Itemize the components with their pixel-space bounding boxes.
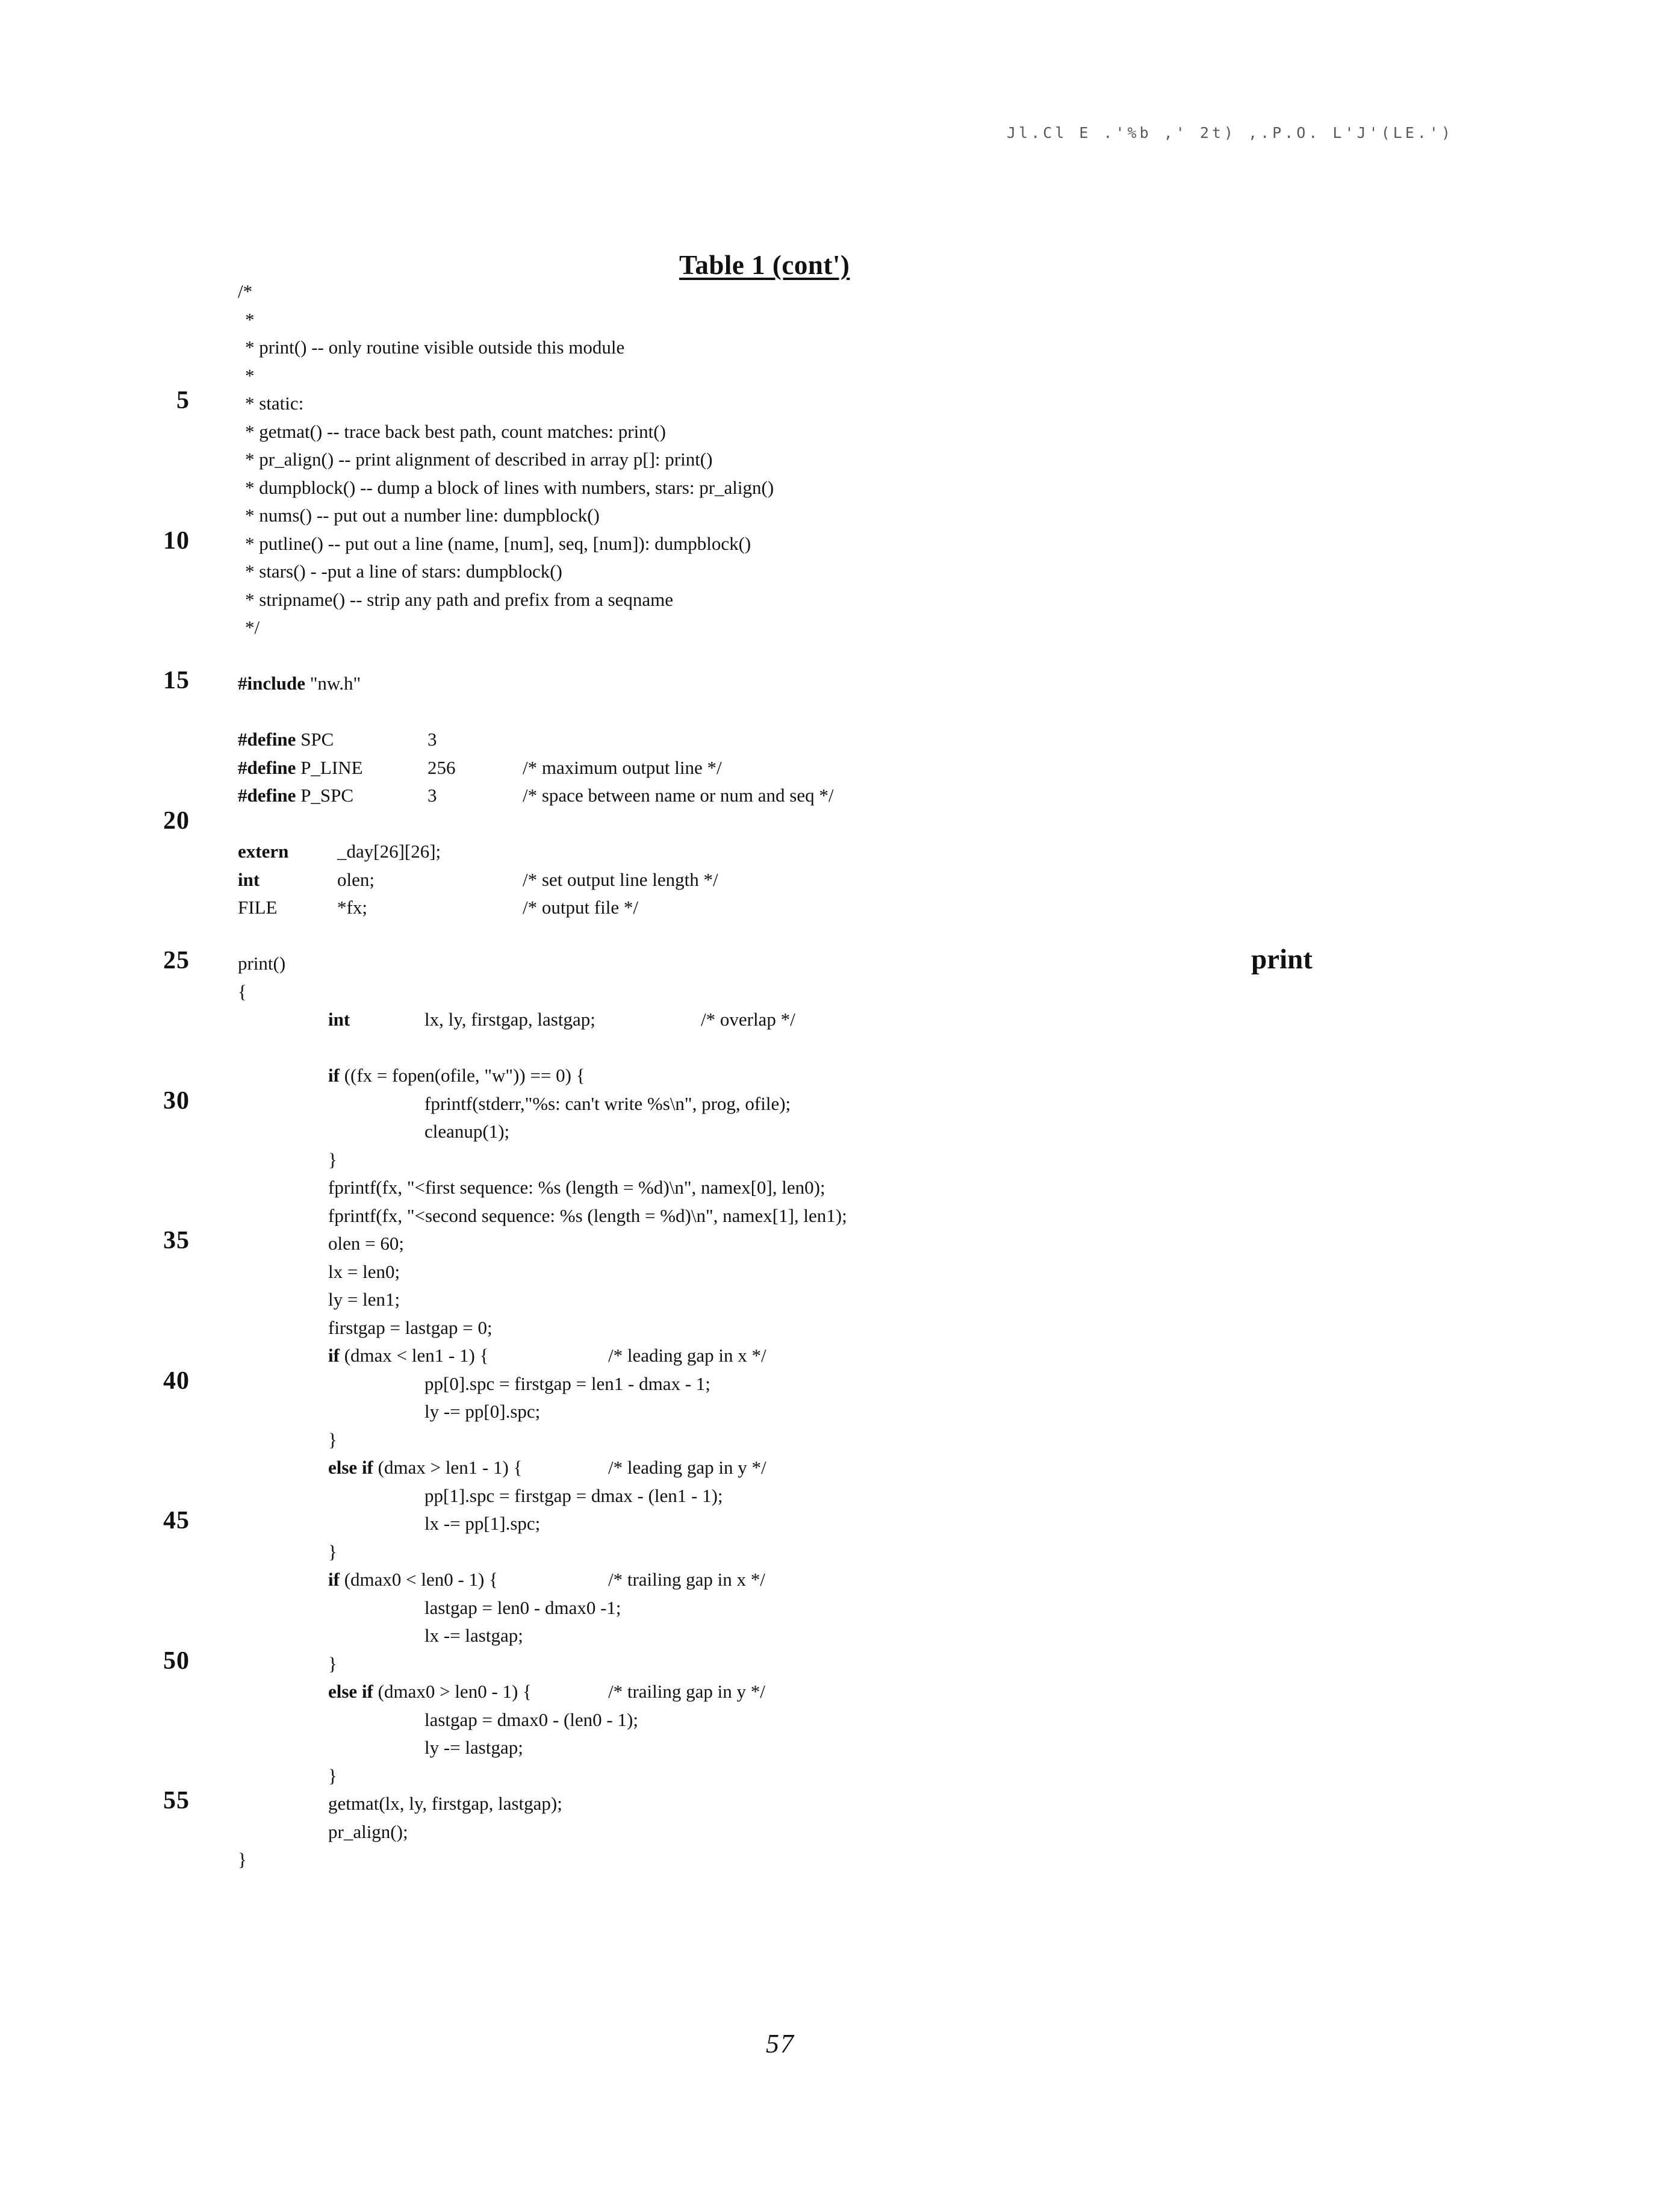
line-number-label: 55 <box>163 1787 190 1815</box>
code-text: _day[26][26]; <box>337 841 441 862</box>
code-line <box>0 1035 1663 1063</box>
code-line <box>0 1483 1663 1511</box>
code-line <box>0 1787 1663 1819</box>
code-text: *fx; <box>337 897 367 918</box>
code-line <box>0 1086 1663 1119</box>
code-line <box>0 1707 1663 1735</box>
code-text: cleanup(1); <box>424 1121 510 1142</box>
code-text: /* leading gap in y */ <box>608 1457 766 1478</box>
code-text: * putline() -- put out a line (name, [num], seq, [num]): dumpblock() <box>245 532 751 554</box>
line-number-label: 45 <box>163 1507 190 1534</box>
code-text: olen = 60; <box>328 1233 404 1254</box>
code-text: if ((fx = fopen(ofile, "w")) == 0) { <box>328 1065 585 1086</box>
code-text: #define P_SPC <box>238 785 354 806</box>
code-text: } <box>238 1849 247 1870</box>
code-text: /* <box>238 281 253 302</box>
code-line <box>0 334 1663 363</box>
code-text: #define P_LINE <box>238 756 363 778</box>
line-number-label: 50 <box>163 1647 190 1675</box>
code-line <box>0 923 1663 951</box>
code-text: else if (dmax0 > len0 - 1) { <box>328 1681 532 1702</box>
code-line <box>0 1315 1663 1343</box>
code-line <box>0 1454 1663 1483</box>
line-number-label: 10 <box>163 526 190 555</box>
code-text: ly -= lastgap; <box>424 1737 523 1758</box>
code-line <box>0 1846 1663 1875</box>
code-text: * nums() -- put out a number line: dumpblock() <box>245 505 600 526</box>
code-text: fprintf(stderr,"%s: can't write %s\n", prog, ofile); <box>424 1092 791 1114</box>
code-line <box>0 1203 1663 1231</box>
line-number-label: 30 <box>163 1086 190 1115</box>
code-line <box>0 1622 1663 1651</box>
code-text: * print() -- only routine visible outside this module <box>245 337 625 358</box>
code-text: * dumpblock() -- dump a block of lines with numbers, stars: pr_align() <box>245 476 774 498</box>
code-text: * stars() - -put a line of stars: dumpblock() <box>245 561 562 582</box>
code-text: lx -= pp[1].spc; <box>424 1513 541 1534</box>
code-text: pp[1].spc = firstgap = dmax - (len1 - 1); <box>424 1485 723 1506</box>
code-text: /* maximum output line */ <box>523 756 722 778</box>
code-line <box>0 278 1663 307</box>
code-line <box>0 1366 1663 1399</box>
code-line <box>0 755 1663 783</box>
code-text: 3 <box>427 785 437 806</box>
line-number-label: 15 <box>163 667 190 694</box>
code-line <box>0 1507 1663 1539</box>
code-text: } <box>328 1765 337 1786</box>
code-line <box>0 1227 1663 1259</box>
code-text: /* overlap */ <box>701 1009 795 1030</box>
code-line <box>0 782 1663 811</box>
line-number-label: 20 <box>163 806 190 835</box>
code-text: 3 <box>427 729 437 750</box>
code-text: */ <box>245 617 260 638</box>
code-text: pr_align(); <box>328 1821 408 1842</box>
code-text: /* output file */ <box>523 897 639 918</box>
code-text: extern <box>238 841 289 862</box>
code-line <box>0 387 1663 419</box>
code-text: * <box>245 364 255 386</box>
code-text: olen; <box>337 868 375 890</box>
code-line <box>0 363 1663 391</box>
code-line <box>0 502 1663 531</box>
code-line <box>0 979 1663 1007</box>
code-line <box>0 1763 1663 1791</box>
table-title: Table 1 (cont') <box>679 250 850 280</box>
code-line <box>0 558 1663 587</box>
code-text: #include "nw.h" <box>238 673 361 694</box>
code-line <box>0 1118 1663 1147</box>
code-line <box>0 1819 1663 1847</box>
line-number-label: 5 <box>176 387 190 414</box>
code-line <box>0 1259 1663 1287</box>
code-text: int <box>328 1009 350 1030</box>
code-text: /* set output line length */ <box>523 868 718 890</box>
code-line <box>0 587 1663 615</box>
code-text: /* trailing gap in y */ <box>608 1681 765 1702</box>
code-line <box>0 419 1663 447</box>
line-number-label: 35 <box>163 1227 190 1254</box>
code-line <box>0 1062 1663 1091</box>
code-text: * getmat() -- trace back best path, count matches: print() <box>245 420 666 442</box>
code-text: FILE <box>238 897 278 918</box>
code-line <box>0 1174 1663 1203</box>
code-text: } <box>328 1148 337 1170</box>
code-line <box>0 806 1663 839</box>
code-text: lastgap = len0 - dmax0 -1; <box>424 1597 621 1618</box>
code-text: fprintf(fx, "<first sequence: %s (length = %d)\n", namex[0], len0); <box>328 1177 825 1198</box>
code-line <box>0 1734 1663 1763</box>
code-text: lx = len0; <box>328 1260 400 1282</box>
code-line <box>0 838 1663 867</box>
code-text: print() <box>238 953 286 974</box>
code-line <box>0 699 1663 727</box>
code-line <box>0 643 1663 671</box>
code-line <box>0 1147 1663 1175</box>
code-text: * static: <box>245 393 304 414</box>
code-text: /* trailing gap in x */ <box>608 1569 765 1590</box>
code-line <box>0 1006 1663 1035</box>
code-line <box>0 1647 1663 1679</box>
code-text: int <box>238 868 260 890</box>
function-margin-label: print <box>1251 944 1313 975</box>
code-text: /* space between name or num and seq */ <box>523 785 834 806</box>
code-line <box>0 867 1663 895</box>
code-text: lastgap = dmax0 - (len0 - 1); <box>424 1709 638 1730</box>
line-number-label: 40 <box>163 1366 190 1395</box>
code-line <box>0 307 1663 335</box>
code-line <box>0 475 1663 503</box>
code-text: * <box>245 308 255 330</box>
code-line <box>0 667 1663 699</box>
code-line <box>0 1342 1663 1371</box>
code-text: fprintf(fx, "<second sequence: %s (length = %d)\n", namex[1], len1); <box>328 1204 847 1226</box>
code-text: pp[0].spc = firstgap = len1 - dmax - 1; <box>424 1372 710 1394</box>
code-line <box>0 1427 1663 1455</box>
code-line <box>0 894 1663 923</box>
code-text: else if (dmax > len1 - 1) { <box>328 1457 523 1478</box>
code-text: /* leading gap in x */ <box>608 1345 766 1366</box>
code-text: firstgap = lastgap = 0; <box>328 1316 493 1338</box>
code-text: ly = len1; <box>328 1289 400 1310</box>
code-line <box>0 1539 1663 1567</box>
code-text: if (dmax0 < len0 - 1) { <box>328 1569 499 1590</box>
code-line <box>0 1678 1663 1707</box>
code-text: * stripname() -- strip any path and prefix from a seqname <box>245 588 674 610</box>
code-text: if (dmax < len1 - 1) { <box>328 1345 489 1366</box>
code-line <box>0 726 1663 755</box>
code-text: * pr_align() -- print alignment of described in array p[]: print() <box>245 449 713 470</box>
code-line <box>0 1566 1663 1595</box>
code-text: #define SPC <box>238 729 334 750</box>
code-text: { <box>238 980 247 1002</box>
code-text: } <box>328 1653 337 1674</box>
line-number-label: 25 <box>163 947 190 974</box>
code-text: lx -= lastgap; <box>424 1625 523 1646</box>
code-line <box>0 947 1663 979</box>
code-line <box>0 1286 1663 1315</box>
code-text: } <box>328 1541 337 1562</box>
code-line <box>0 1595 1663 1623</box>
code-line <box>0 1398 1663 1427</box>
code-text: 256 <box>427 756 456 778</box>
page-number: 57 <box>766 2029 795 2058</box>
code-line <box>0 614 1663 643</box>
code-text: getmat(lx, ly, firstgap, lastgap); <box>328 1793 562 1814</box>
code-text: lx, ly, firstgap, lastgap; <box>424 1009 595 1030</box>
code-text: } <box>328 1428 337 1450</box>
document-stamp: Jl.Cl E .'%b ,' 2t) ,.P.O. L'J'(LE.') <box>1007 124 1453 142</box>
code-text: ly -= pp[0].spc; <box>424 1401 541 1422</box>
code-line <box>0 526 1663 559</box>
code-line <box>0 446 1663 475</box>
